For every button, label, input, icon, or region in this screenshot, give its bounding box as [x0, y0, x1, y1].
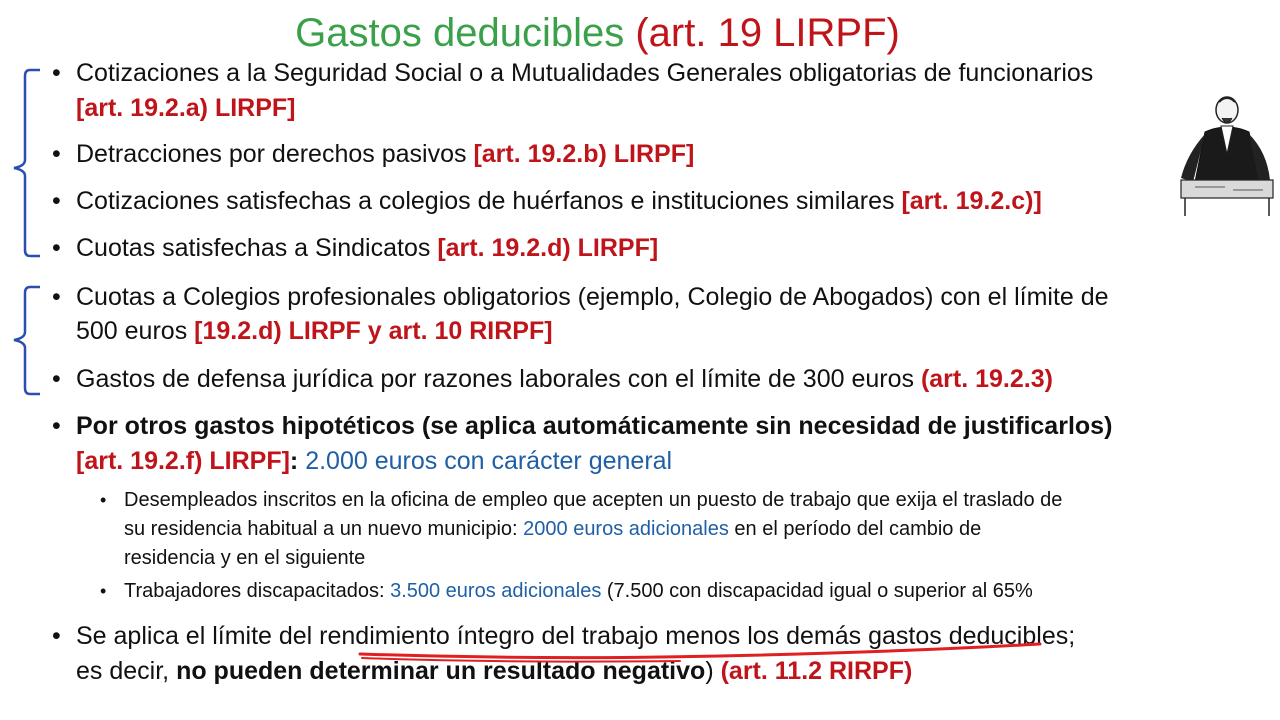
item-ref: [19.2.d) LIRPF y art. 10 RIRPF]: [194, 317, 553, 345]
sub-item-text: Trabajadores discapacitados:: [124, 580, 391, 602]
bracket-icon: [0, 0, 60, 720]
item-text: Cuotas satisfechas a Sindicatos: [76, 234, 438, 262]
handwritten-underline-icon: [340, 636, 1060, 666]
bullet-icon: •: [52, 283, 61, 311]
item-text: Se aplica el límite del rendimiento íntegro del trabajo menos los demás gastos deducibles;: [76, 622, 1076, 650]
bullet-icon: •: [52, 59, 61, 87]
bullet-icon: •: [52, 140, 61, 168]
item-text: Cotizaciones a la Seguridad Social o a Mutualidades Generales obligatorias de funcionarios: [76, 59, 1094, 87]
item-text: es decir,: [76, 657, 177, 685]
sub-item-text: residencia y en el siguiente: [124, 547, 366, 569]
bullet-icon: •: [100, 581, 107, 601]
bullet-icon: •: [52, 412, 61, 440]
item-ref: (art. 11.2 RIRPF): [720, 657, 913, 685]
title-ref: (art. 19 LIRPF): [635, 11, 900, 55]
bullet-icon: •: [52, 187, 61, 215]
item-text: Por otros gastos hipotéticos (se aplica automáticamente sin necesidad de justificarlos): [76, 412, 1113, 440]
item-ref: [art. 19.2.b) LIRPF]: [473, 140, 695, 168]
sub-item-text: en el período del cambio de: [728, 518, 982, 540]
sub-item-amount: 2000 euros adicionales: [523, 518, 729, 540]
item-text: Gastos de defensa jurídica por razones laborales con el límite de 300 euros: [76, 365, 921, 393]
item-colon: :: [289, 447, 306, 475]
lawyer-figure-icon: [1175, 92, 1275, 217]
bullet-icon: •: [100, 490, 107, 510]
item-ref: (art. 19.2.3): [920, 365, 1053, 393]
bullet-icon: •: [52, 234, 61, 262]
bullet-icon: •: [52, 365, 61, 393]
item-amount: 2.000 euros con carácter general: [305, 447, 673, 475]
item-text: Cuotas a Colegios profesionales obligatorios (ejemplo, Colegio de Abogados) con el límite de: [76, 283, 1109, 311]
item-ref: [art. 19.2.d) LIRPF]: [437, 234, 659, 262]
item-ref: [art. 19.2.a) LIRPF]: [76, 94, 296, 122]
item-text: Detracciones por derechos pasivos: [76, 140, 474, 168]
sub-item-text: su residencia habitual a un nuevo municipio:: [124, 518, 524, 540]
item-text: ): [705, 657, 721, 685]
bullet-icon: •: [52, 622, 61, 650]
title-main: Gastos deducibles: [295, 11, 625, 55]
item-text: 500 euros: [76, 317, 195, 345]
item-ref: [art. 19.2.c)]: [901, 187, 1042, 215]
page-title: [0, 10, 1195, 56]
item-ref: [art. 19.2.f) LIRPF]: [76, 447, 290, 475]
sub-item-text: (7.500 con discapacidad igual o superior al 65%: [601, 580, 1033, 602]
item-text: Cotizaciones satisfechas a colegios de huérfanos e instituciones similares: [76, 187, 902, 215]
sub-item-amount: 3.500 euros adicionales: [390, 580, 602, 602]
item-bold-text: no pueden determinar un resultado negativo: [176, 657, 706, 685]
sub-item-text: Desempleados inscritos en la oficina de empleo que acepten un puesto de trabajo que exija el traslado de: [124, 489, 1063, 511]
